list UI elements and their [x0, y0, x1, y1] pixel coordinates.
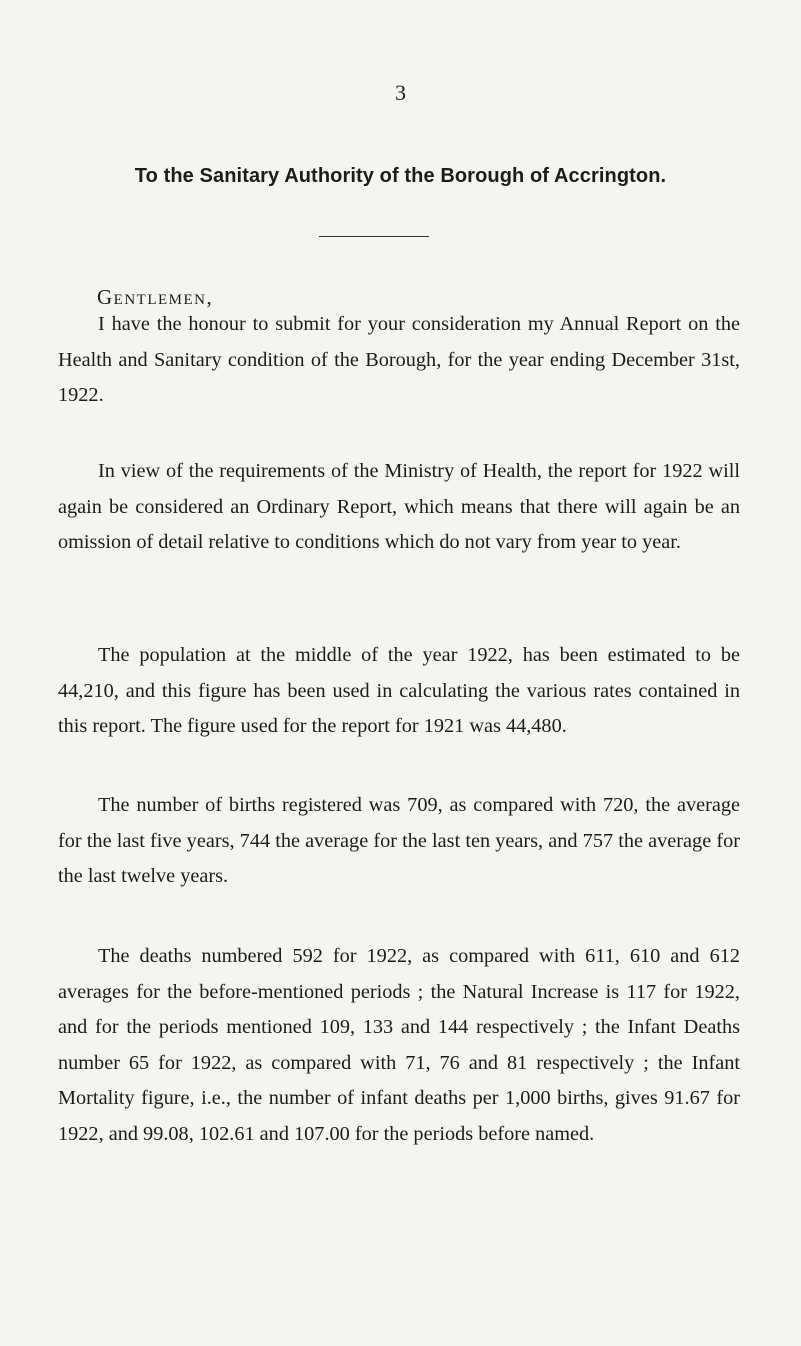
paragraph-deaths: The deaths numbered 592 for 1922, as compared with 611, 610 and 612 averages for the before-mentioned periods ; the Natural Increase is 117 for 1922, and for the periods mentioned 109, 133 and 144 respectively ; the Infant Deaths number 65 for 1922, as compared with 71, 76 and 81 respectively ; the Infant Mortality figure, i.e., the number of infant deaths per 1,000 births, gives 91.67 for 1922, and 99.08, 102.61 and 107.00 for the periods before named. [58, 945, 740, 1145]
page-number: 3 [395, 80, 406, 105]
paragraph-ministry-requirements: In view of the requirements of the Ministry of Health, the report for 1922 will again be considered an Ordinary Report, which means that there will again be an omission of detail relative to conditions which do not vary from year to year. [58, 460, 740, 553]
paragraph-introduction: I have the honour to submit for your consideration my Annual Report on the Health and Sanitary condition of the Borough, for the year ending December 31st, 1922. [58, 313, 740, 406]
report-heading: To the Sanitary Authority of the Borough of Accrington. [134, 165, 667, 187]
paragraph-births: The number of births registered was 709, as compared with 720, the average for the last five years, 744 the average for the last ten years, and 757 the average for the last twelve years. [58, 794, 740, 887]
paragraph-population: The population at the middle of the year 1922, has been estimated to be 44,210, and this figure has been used in calculating the various rates contained in this report. The figure used for the report for 1921 was 44,480. [58, 644, 740, 737]
salutation: Gentlemen, [97, 285, 214, 309]
heading-divider [319, 236, 429, 237]
